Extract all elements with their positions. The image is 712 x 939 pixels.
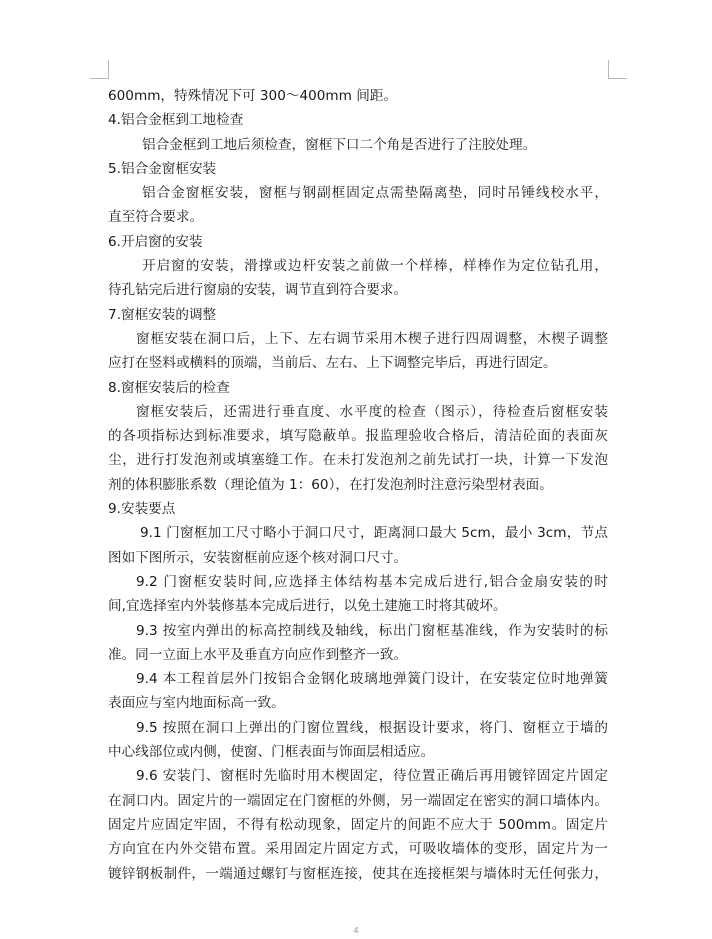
section-heading: 6.开启窗的安装 xyxy=(108,233,203,250)
section-heading: 7.窗框安装的调整 xyxy=(108,306,217,323)
text-line: 9.3 按室内弹出的标高控制线及轴线，标出门窗框基准线，作为安装时的标 xyxy=(136,622,608,639)
section-heading: 5.铝合金窗框安装 xyxy=(108,160,217,177)
text-line: 镀锌钢板制件，一端通过螺钉与窗框连接，使其在连接框架与墙体时无任何张力， xyxy=(108,865,608,882)
text-line: 9.1 门窗框加工尺寸略小于洞口尺寸，距离洞口最大 5cm，最小 3cm，节点 xyxy=(140,525,608,542)
document-body xyxy=(108,84,608,886)
text-line: 待孔钻完后进行窗扇的安装，调节直到符合要求。 xyxy=(108,282,408,299)
text-line: 窗框安装后，还需进行垂直度、水平度的检查（图示），待检查后窗框安装 xyxy=(136,403,608,420)
text-line: 铝合金框到工地后须检查，窗框下口二个角是否进行了注胶处理。 xyxy=(142,136,537,153)
text-line: 方向宜在内外交错布置。采用固定片固定方式，可吸收墙体的变形，固定片为一 xyxy=(108,841,608,858)
text-line: 9.4 本工程首层外门按铝合金钢化玻璃地弹簧门设计，在安装定位时地弹簧 xyxy=(136,671,608,688)
text-line: 的各项指标达到标准要求，填写隐蔽单。报监理验收合格后，清洁砼面的表面灰 xyxy=(108,428,608,445)
section-heading: 9.安装要点 xyxy=(108,501,176,518)
margin-corner-top-left xyxy=(90,60,109,79)
text-line: 图如下图所示，安装窗框前应逐个核对洞口尺寸。 xyxy=(108,549,408,566)
section-heading: 4.铝合金框到工地检查 xyxy=(108,112,244,129)
text-line: 固定片应固定牢固，不得有松动现象，固定片的间距不应大于 500mm。固定片 xyxy=(108,816,608,833)
page-number: 4 xyxy=(353,926,359,935)
margin-corner-top-right xyxy=(608,60,627,79)
text-line: 窗框安装在洞口后，上下、左右调节采用木楔子进行四周调整，木楔子调整 xyxy=(136,330,608,347)
text-line: 9.2 门窗框安装时间,应选择主体结构基本完成后进行,铝合金扇安装的时 xyxy=(136,573,608,590)
text-line: 中心线部位或内侧，使窗、门框表面与饰面层相适应。 xyxy=(108,744,435,761)
text-line: 铝合金窗框安装，窗框与钢副框固定点需垫隔离垫，同时吊锤线校水平， xyxy=(142,185,608,202)
text-line: 表面应与室内地面标高一致。 xyxy=(108,695,285,712)
text-line: 准。同一立面上水平及垂直方向应作到整齐一致。 xyxy=(108,646,408,663)
text-line: 9.5 按照在洞口上弹出的门窗位置线，根据设计要求，将门、窗框立于墙的 xyxy=(136,719,608,736)
text-line: 9.6 安装门、窗框时先临时用木楔固定，待位置正确后再用镀锌固定片固定 xyxy=(136,768,608,785)
text-line: 600mm，特殊情况下可 300～400mm 间距。 xyxy=(108,88,397,104)
text-line: 开启窗的安装，滑撑或边杆安装之前做一个样棒，样棒作为定位钻孔用， xyxy=(142,258,608,275)
text-line: 间,宜选择室内外装修基本完成后进行，以免土建施工时将其破坏。 xyxy=(108,598,507,615)
text-line: 尘，进行打发泡剂或填塞缝工作。在未打发泡剂之前先试打一块，计算一下发泡 xyxy=(108,452,608,469)
section-heading: 8.窗框安装后的检查 xyxy=(108,379,230,396)
text-line: 应打在竖料或横料的顶端，当前后、左右、上下调整完毕后，再进行固定。 xyxy=(108,355,557,372)
text-line: 在洞口内。固定片的一端固定在门窗框的外侧，另一端固定在密实的洞口墙体内。 xyxy=(108,792,608,809)
text-line: 剂的体积膨胀系数（理论值为 1：60），在打发泡剂时注意污染型材表面。 xyxy=(108,476,553,493)
text-line: 直至符合要求。 xyxy=(108,209,204,226)
